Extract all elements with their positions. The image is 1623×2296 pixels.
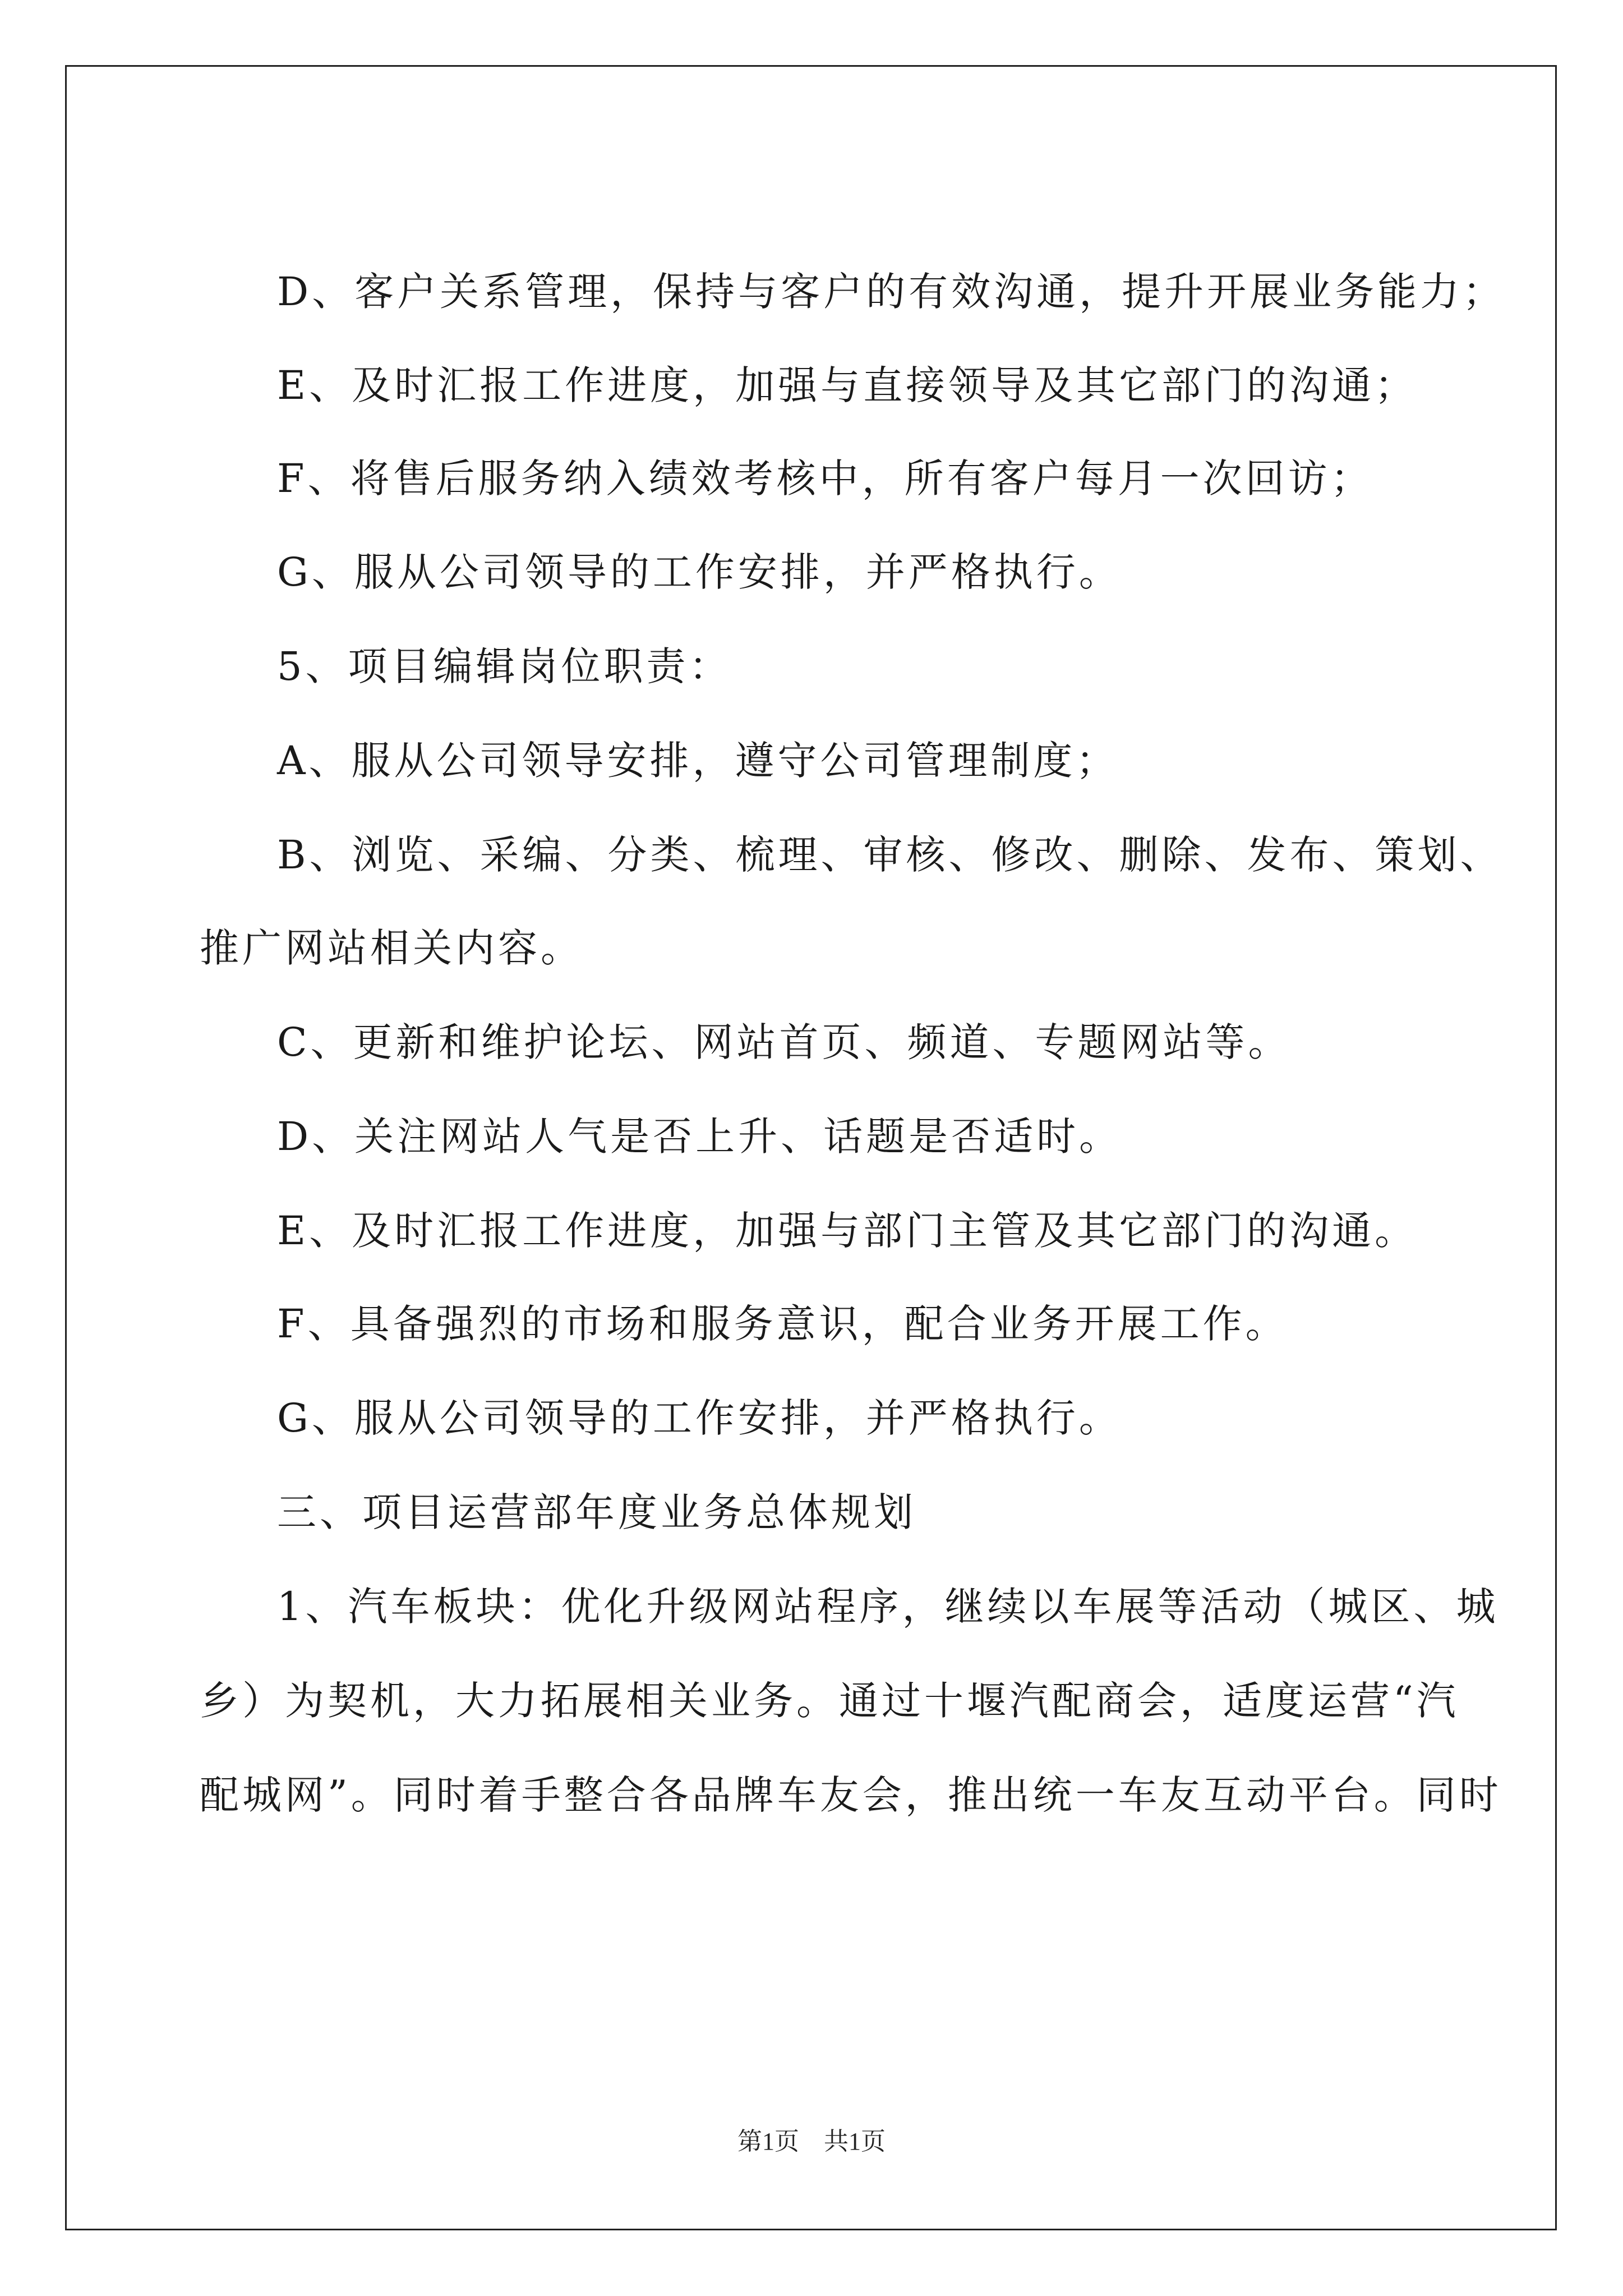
paragraph-line: 5、项目编辑岗位职责： (277, 643, 732, 689)
paragraph-line: 推广网站相关内容。 (200, 925, 583, 971)
paragraph-line: E、及时汇报工作进度，加强与部门主管及其它部门的沟通。 (277, 1208, 1418, 1254)
paragraph-line: D、客户关系管理，保持与客户的有效沟通，提升开展业务能力； (277, 269, 1506, 315)
paragraph-line: 乡）为契机，大力拓展相关业务。通过十堰汽配商会，适度运营“汽 (200, 1678, 1459, 1724)
paragraph-line: A、服从公司领导安排，遵守公司管理制度； (277, 738, 1119, 784)
paragraph-line: C、更新和维护论坛、网站首页、频道、专题网站等。 (277, 1019, 1291, 1065)
paragraph-line: G、服从公司领导的工作安排，并严格执行。 (277, 549, 1122, 595)
paragraph-line: B、浏览、采编、分类、梳理、审核、修改、删除、发布、策划、 (277, 832, 1503, 878)
paragraph-line: G、服从公司领导的工作安排，并严格执行。 (277, 1395, 1122, 1441)
paragraph-line: 1、汽车板块：优化升级网站程序，继续以车展等活动（城区、城 (277, 1584, 1499, 1630)
paragraph-line: E、及时汇报工作进度，加强与直接领导及其它部门的沟通； (277, 362, 1418, 408)
page-number: 第1页 共1页 (737, 2128, 886, 2155)
paragraph-line: F、具备强烈的市场和服务意识，配合业务开展工作。 (277, 1301, 1288, 1347)
section-heading: 三、项目运营部年度业务总体规划 (277, 1489, 916, 1535)
paragraph-line: 配城网”。同时着手整合各品牌车友会，推出统一车友互动平台。同时 (200, 1772, 1502, 1818)
page-footer (0, 2125, 1623, 2159)
paragraph-line: F、将售后服务纳入绩效考核中，所有客户每月一次回访； (277, 455, 1373, 501)
paragraph-line: D、关注网站人气是否上升、话题是否适时。 (277, 1114, 1122, 1159)
